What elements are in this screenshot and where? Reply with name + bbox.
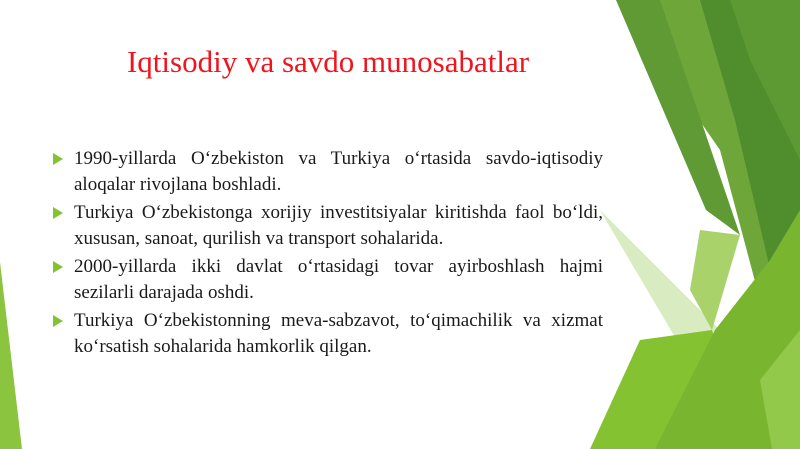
triangle-bullet-icon [53,207,63,219]
list-item [50,200,603,252]
bullet-text: 1990-yillarda O‘zbekiston va Turkiya o‘rtasida savdo-iqtisodiy aloqalar rivojlana boshladi. [74,148,603,195]
triangle-bullet-icon [53,315,63,327]
triangle-bullet-icon [53,153,63,165]
slide-title: Iqtisodiy va savdo munosabatlar [126,44,530,79]
bullet-text: 2000-yillarda ikki davlat o‘rtasidagi tovar ayirboshlash hajmi sezilarli darajada oshdi. [74,256,603,303]
list-item [50,308,603,360]
list-item [50,146,603,198]
triangle-bullet-icon [53,261,63,273]
bullet-list [50,146,603,362]
list-item [50,254,603,306]
bullet-text: Turkiya O‘zbekistonning meva-sabzavot, to‘qimachilik va xizmat ko‘rsatish sohalarida hamkorlik qilgan. [74,310,603,357]
bullet-text: Turkiya O‘zbekistonga xorijiy investitsiyalar kiritishda faol bo‘ldi, xususan, sanoat, qurilish va transport sohalarida. [74,202,603,249]
